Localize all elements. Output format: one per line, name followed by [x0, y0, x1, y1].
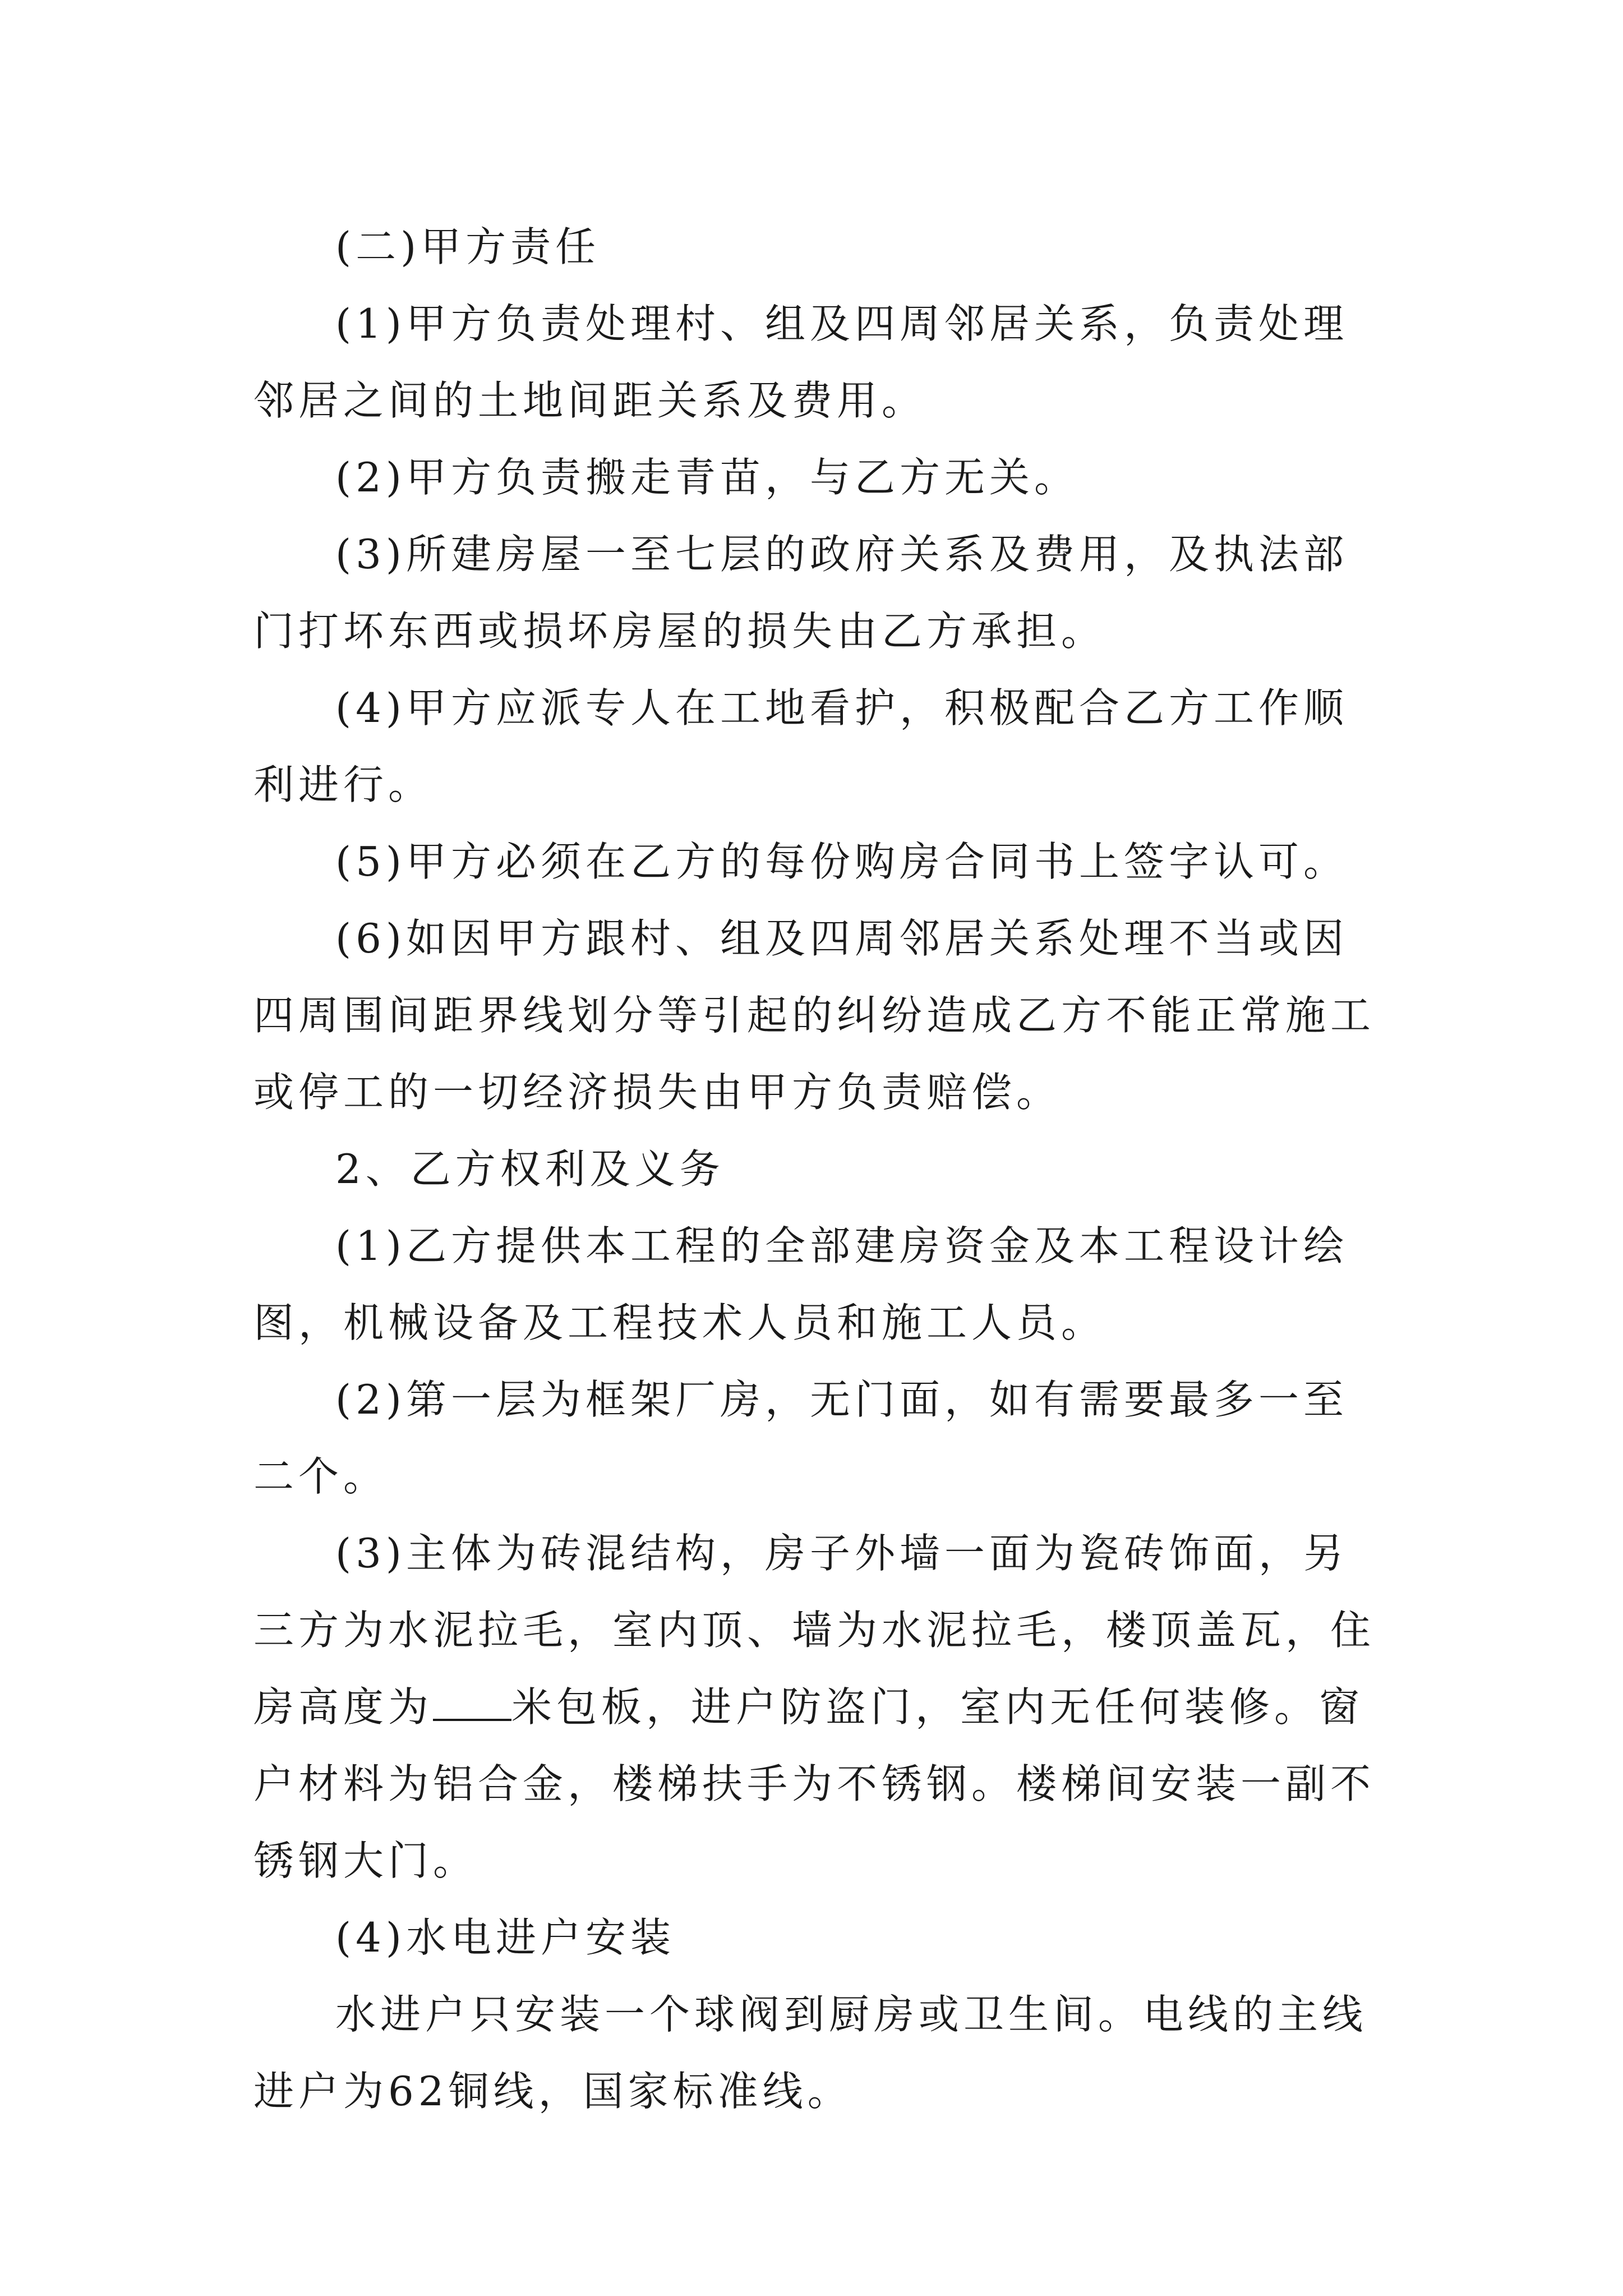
clause-b-3: [253, 1515, 1382, 1899]
clause-b-4: (4)水电进户安装: [335, 1914, 675, 1961]
clause-b-3-text-end: 米包板，进户防盗门，室内无任何装修。窗户材料为铝合金，楼梯扶手为不锈钢。楼梯间安装一副不锈钢大门。: [253, 1683, 1376, 1884]
clause-b-3-text-start: (3)主体为砖混结构，房子外墙一面为瓷砖饰面，另三方为水泥拉毛，室内顶、墙为水泥拉毛，楼顶盖瓦，住房高度为: [253, 1530, 1376, 1731]
clause-a-5: (5)甲方必须在乙方的每份购房合同书上签字认可。: [335, 838, 1348, 885]
clause-a-1: (1)甲方负责处理村、组及四周邻居关系，负责处理邻居之间的土地间距关系及费用。: [253, 300, 1348, 424]
section-heading-party-a-duties: (二)甲方责任: [335, 223, 601, 270]
document-body: [253, 209, 1382, 2130]
clause-a-3: (3)所建房屋一至七层的政府关系及费用，及执法部门打坏东西或损坏房屋的损失由乙方承担。: [253, 531, 1348, 655]
clause-b-1: (1)乙方提供本工程的全部建房资金及本工程设计绘图，机械设备及工程技术人员和施工人员。: [253, 1222, 1348, 1346]
section-heading-party-b-rights: 2、乙方权利及义务: [335, 1145, 725, 1193]
clause-b-4-detail: 水进户只安装一个球阀到厨房或卫生间。电线的主线进户为62铜线，国家标准线。: [253, 1991, 1368, 2115]
clause-b-2: (2)第一层为框架厂房，无门面，如有需要最多一至二个。: [253, 1376, 1348, 1500]
clause-a-6: (6)如因甲方跟村、组及四周邻居关系处理不当或因四周围间距界线划分等引起的纠纷造成乙方不能正常施工或停工的一切经济损失由甲方负责赔偿。: [253, 915, 1376, 1116]
clause-a-4: (4)甲方应派专人在工地看护，积极配合乙方工作顺利进行。: [253, 684, 1348, 808]
clause-a-2: (2)甲方负责搬走青苗，与乙方无关。: [335, 454, 1079, 501]
fill-in-blank: [433, 1708, 511, 1721]
